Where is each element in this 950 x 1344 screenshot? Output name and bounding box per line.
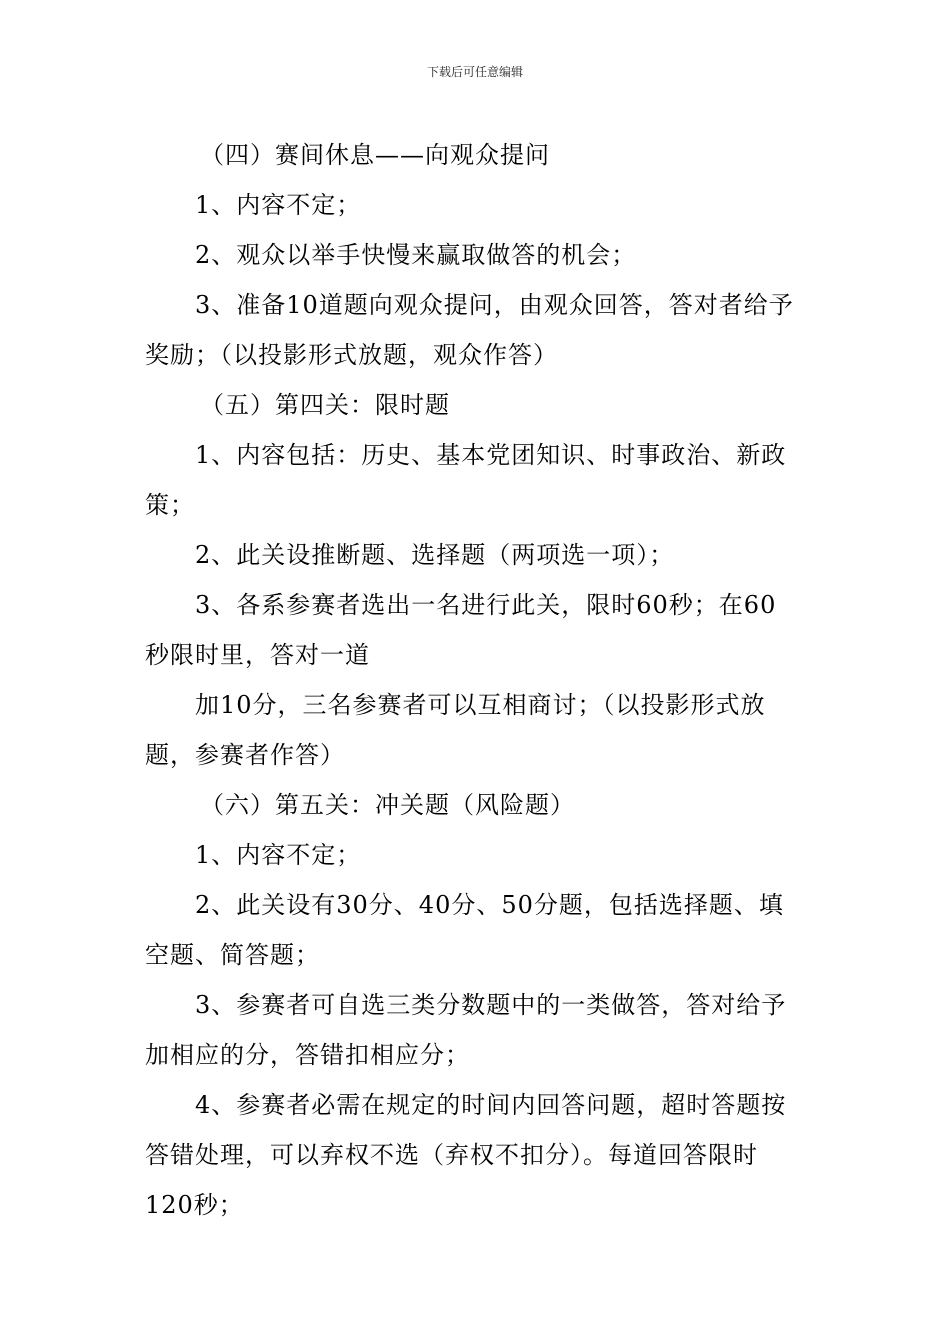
section-heading-5: （五）第四关：限时题 [200, 391, 450, 419]
paragraph-line: 1、内容不定； [195, 841, 362, 869]
paragraph-line: 3、准备10道题向观众提问，由观众回答，答对者给予 [195, 291, 794, 319]
paragraph-line: 1、内容不定； [195, 191, 362, 219]
paragraph-line: 奖励；（以投影形式放题，观众作答） [145, 341, 558, 369]
paragraph-line: 3、各系参赛者选出一名进行此关，限时60秒；在60 [195, 591, 777, 619]
paragraph-line: 秒限时里，答对一道 [145, 641, 370, 669]
paragraph-line: 2、观众以举手快慢来赢取做答的机会； [195, 241, 637, 269]
paragraph-line: 加相应的分，答错扣相应分； [145, 1041, 470, 1069]
paragraph-line: 加10分，三名参赛者可以互相商讨；（以投影形式放 [195, 691, 766, 719]
document-body [145, 130, 810, 1230]
paragraph-line: 2、此关设有30分、40分、50分题，包括选择题、填 [195, 891, 784, 919]
paragraph-line: 4、参赛者必需在规定的时间内回答问题，超时答题按 [195, 1091, 787, 1119]
paragraph-line: 空题、简答题； [145, 941, 320, 969]
paragraph-line: 题，参赛者作答） [145, 741, 345, 769]
paragraph-line: 120秒； [145, 1191, 244, 1219]
section-heading-4: （四）赛间休息——向观众提问 [200, 141, 550, 169]
paragraph-line: 3、参赛者可自选三类分数题中的一类做答，答对给予 [195, 991, 787, 1019]
paragraph-line: 2、此关设推断题、选择题（两项选一项）； [195, 541, 675, 569]
paragraph-line: 1、内容包括：历史、基本党团知识、时事政治、新政 [195, 441, 787, 469]
paragraph-line: 策； [145, 491, 195, 519]
section-heading-6: （六）第五关：冲关题（风险题） [200, 791, 575, 819]
paragraph-line: 答错处理，可以弃权不选（弃权不扣分）。每道回答限时 [145, 1141, 758, 1169]
page-header: 下载后可任意编辑 [426, 65, 523, 79]
